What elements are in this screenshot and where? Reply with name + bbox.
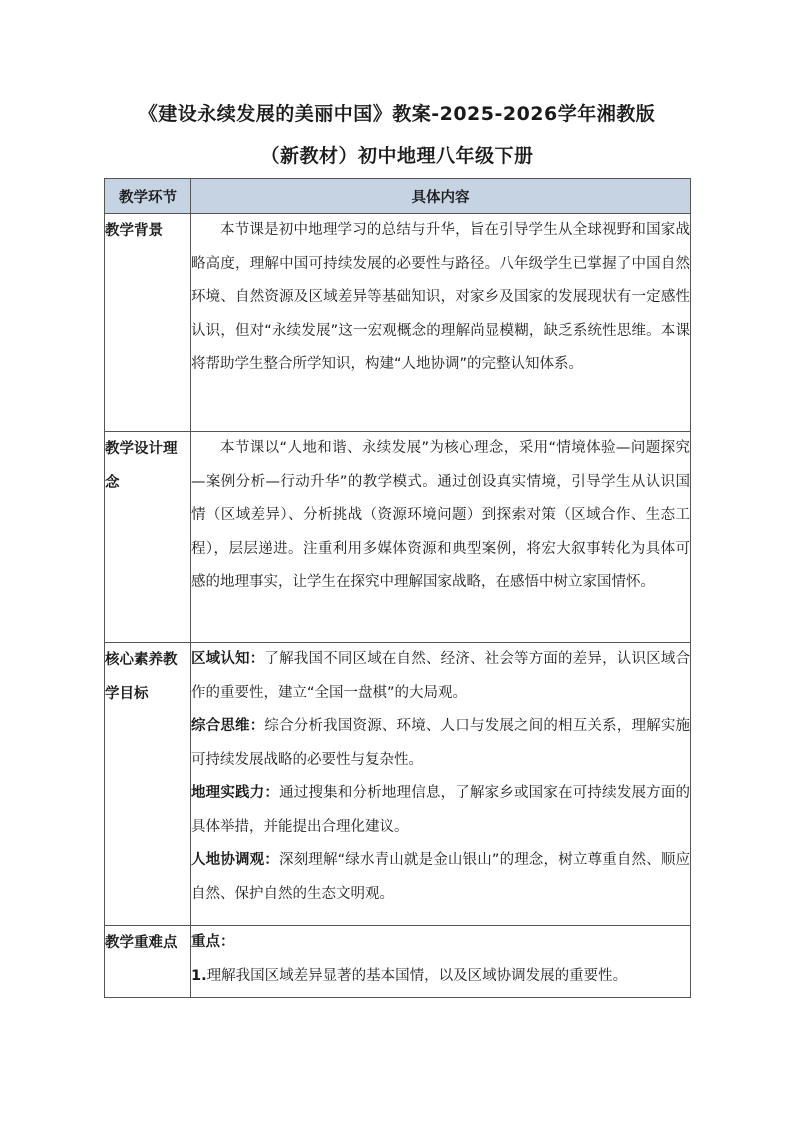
goal-text: 综合分析我国资源、环境、人口与发展之间的相互关系，理解实施可持续发展战略的必要性与复杂性。 xyxy=(191,718,691,768)
table-row xyxy=(105,214,691,432)
row-label-background: 教学背景 xyxy=(105,214,191,432)
goal-term: 综合思维： xyxy=(191,718,265,734)
row-label-key-points: 教学重难点 xyxy=(105,926,191,998)
key-point-number: 1. xyxy=(191,967,207,984)
row-content-key-points xyxy=(191,926,691,998)
table-row xyxy=(105,432,691,643)
row-content-goals xyxy=(191,643,691,926)
background-text: 本节课是初中地理学习的总结与升华，旨在引导学生从全球视野和国家战略高度，理解中国可持续发展的必要性与路径。八年级学生已掌握了中国自然环境、自然资源及区域差异等基础知识，对家乡及国家的发展现状有一定感性认识，但对“永续发展”这一宏观概念的理解尚显模糊，缺乏系统性思维。本课将帮助学生整合所学知识，构建“人地协调”的完整认知体系。 xyxy=(191,222,690,372)
goal-item xyxy=(191,844,690,911)
goal-term: 区域认知： xyxy=(191,651,265,667)
goal-term: 地理实践力： xyxy=(191,785,280,801)
row-content-design xyxy=(191,432,691,643)
row-content-background xyxy=(191,214,691,432)
lesson-plan-table xyxy=(104,178,691,998)
row-label-design: 教学设计理念 xyxy=(105,432,191,643)
document-title-line2: （新教材）初中地理八年级下册 xyxy=(260,145,534,167)
goal-text: 深刻理解“绿水青山就是金山银山”的理念，树立尊重自然、顺应自然、保护自然的生态文明观。 xyxy=(191,852,690,902)
goal-text: 了解我国不同区域在自然、经济、社会等方面的差异，认识区域合作的重要性，建立“全国一盘棋”的大局观。 xyxy=(191,651,691,701)
key-points-heading: 重点： xyxy=(191,934,235,950)
goal-text: 通过搜集和分析地理信息，了解家乡或国家在可持续发展方面的具体举措，并能提出合理化建议。 xyxy=(191,785,691,835)
table-row xyxy=(105,926,691,998)
goal-item xyxy=(191,710,690,777)
design-text: 本节课以“人地和谐、永续发展”为核心理念，采用“情境体验—问题探究—案例分析—行动升华”的教学模式。通过创设真实情境，引导学生从认识国情（区域差异）、分析挑战（资源环境问题）到探索对策（区域合作、生态工程），层层递进。注重利用多媒体资源和典型案例，将宏大叙事转化为具体可感的地理事实，让学生在探究中理解国家战略，在感悟中树立家国情怀。 xyxy=(191,440,690,590)
table-row xyxy=(105,643,691,926)
header-content: 具体内容 xyxy=(191,179,691,214)
goal-item xyxy=(191,777,690,844)
goal-item xyxy=(191,643,690,710)
row-label-goals: 核心素养教学目标 xyxy=(105,643,191,926)
goal-term: 人地协调观： xyxy=(191,852,279,868)
document-title-line1: 《建设永续发展的美丽中国》教案-2025-2026学年湘教版 xyxy=(138,103,656,125)
key-point-text: 理解我国区域差异显著的基本国情，以及区域协调发展的重要性。 xyxy=(206,967,628,984)
table-header-row xyxy=(105,179,691,214)
header-stage: 教学环节 xyxy=(105,179,191,214)
key-point-item xyxy=(191,960,690,994)
